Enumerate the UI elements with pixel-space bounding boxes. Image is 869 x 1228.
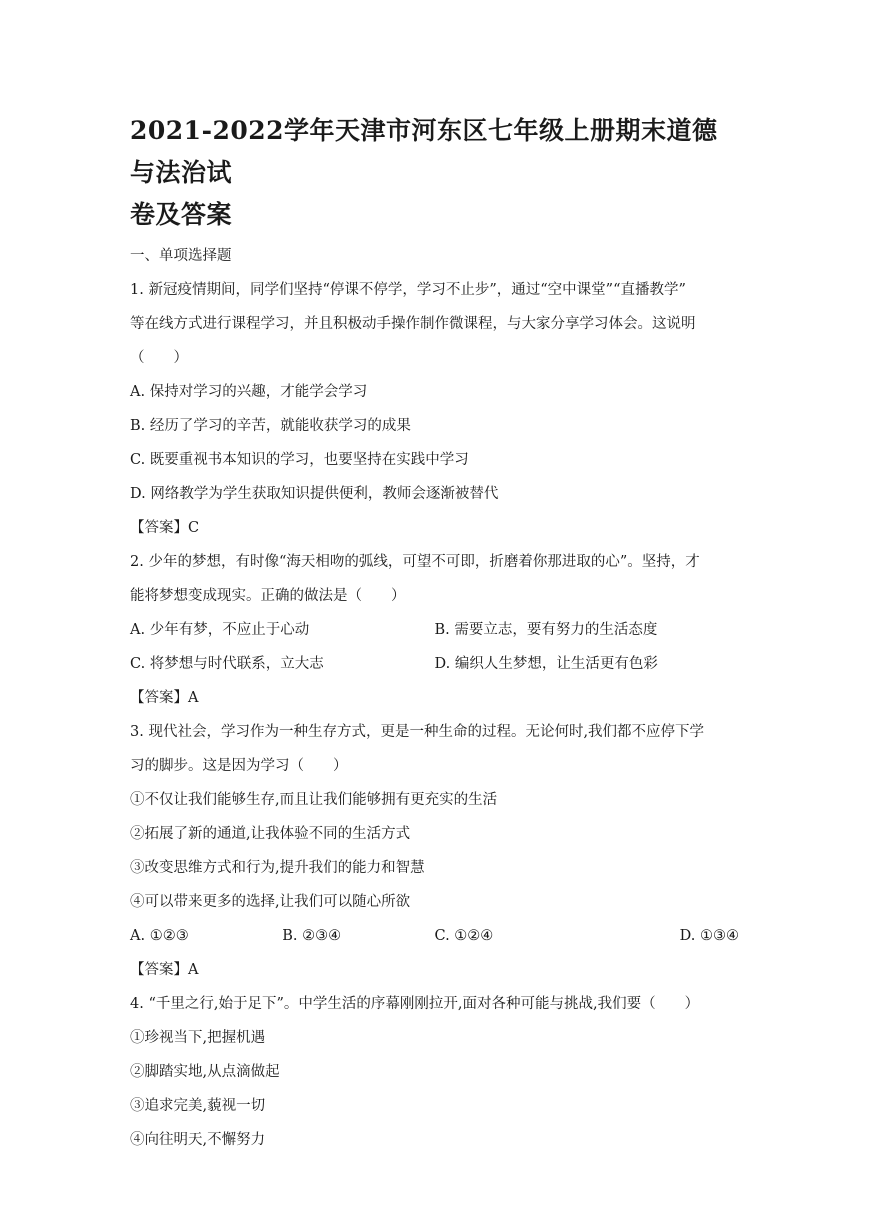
question-2-answer: 【答案】A bbox=[130, 690, 199, 706]
question-3-stem-line-1: 3. 现代社会，学习作为一种生存方式，更是一种生命的过程。无论何时,我们都不应停下学 bbox=[130, 724, 705, 740]
question-4-item-1: ①珍视当下,把握机遇 bbox=[130, 1030, 266, 1046]
question-3-option-c: C. ①②④ bbox=[434, 928, 494, 944]
question-1-stem-line-1: 1. 新冠疫情期间，同学们坚持“停课不停学，学习不止步”，通过“空中课堂”“直播教学” bbox=[130, 282, 686, 298]
question-1-stem-line-3: （ ） bbox=[130, 350, 188, 366]
question-1-stem bbox=[130, 280, 739, 368]
title-line-1: 2021-2022学年天津市河东区七年级上册期末道德与法治试 bbox=[130, 116, 718, 187]
question-2-stem bbox=[130, 552, 739, 606]
question-3-stem-line-2: 习的脚步。这是因为学习（ ） bbox=[130, 758, 348, 774]
question-4-item-4: ④向往明天,不懈努力 bbox=[130, 1132, 266, 1148]
question-4-item-2: ②脚踏实地,从点滴做起 bbox=[130, 1064, 280, 1080]
question-3-item-1: ①不仅让我们能够生存,而且让我们能够拥有更充实的生活 bbox=[130, 792, 498, 808]
question-3-item-4: ④可以带来更多的选择,让我们可以随心所欲 bbox=[130, 894, 411, 910]
question-4 bbox=[130, 994, 739, 1150]
question-1-option-d: D. 网络教学为学生获取知识提供便利，教师会逐渐被替代 bbox=[130, 486, 499, 502]
question-3-answer: 【答案】A bbox=[130, 962, 199, 978]
title-line-2: 卷及答案 bbox=[130, 200, 233, 229]
section-heading: 一、单项选择题 bbox=[130, 248, 232, 264]
question-2-stem-line-2: 能将梦想变成现实。正确的做法是（ ） bbox=[130, 588, 406, 604]
question-1-stem-line-2: 等在线方式进行课程学习，并且积极动手操作制作微课程，与大家分享学习体会。这说明 bbox=[130, 316, 696, 332]
question-2-stem-line-1: 2. 少年的梦想，有时像“海天相吻的弧线，可望不可即，折磨着你那进取的心”。坚持，才 bbox=[130, 554, 700, 570]
question-3 bbox=[130, 722, 739, 980]
question-2-options-row-1 bbox=[130, 620, 739, 640]
question-4-stem: 4. “千里之行,始于足下”。中学生活的序幕刚刚拉开,面对各种可能与挑战,我们要（ ） bbox=[130, 996, 700, 1012]
question-3-item-2: ②拓展了新的通道,让我体验不同的生活方式 bbox=[130, 826, 411, 842]
question-2 bbox=[130, 552, 739, 708]
question-1-option-c: C. 既要重视书本知识的学习，也要坚持在实践中学习 bbox=[130, 452, 469, 468]
question-2-options-row-2 bbox=[130, 654, 739, 674]
document-title bbox=[130, 110, 739, 236]
question-1-option-a: A. 保持对学习的兴趣，才能学会学习 bbox=[130, 384, 368, 400]
question-1-option-b: B. 经历了学习的辛苦，就能收获学习的成果 bbox=[130, 418, 411, 434]
question-1 bbox=[130, 280, 739, 538]
question-3-options-row bbox=[130, 926, 739, 946]
question-1-answer: 【答案】C bbox=[130, 520, 200, 536]
question-3-option-b: B. ②③④ bbox=[282, 928, 342, 944]
question-4-item-3: ③追求完美,藐视一切 bbox=[130, 1098, 266, 1114]
question-3-item-3: ③改变思维方式和行为,提升我们的能力和智慧 bbox=[130, 860, 425, 876]
question-2-option-d: D. 编织人生梦想，让生活更有色彩 bbox=[434, 656, 658, 672]
question-2-option-a: A. 少年有梦，不应止于心动 bbox=[130, 622, 310, 638]
question-2-option-c: C. 将梦想与时代联系，立大志 bbox=[130, 656, 324, 672]
question-3-option-d: D. ①③④ bbox=[679, 928, 739, 944]
question-2-option-b: B. 需要立志，要有努力的生活态度 bbox=[434, 622, 658, 638]
question-3-stem bbox=[130, 722, 739, 776]
question-3-option-a: A. ①②③ bbox=[130, 928, 189, 944]
